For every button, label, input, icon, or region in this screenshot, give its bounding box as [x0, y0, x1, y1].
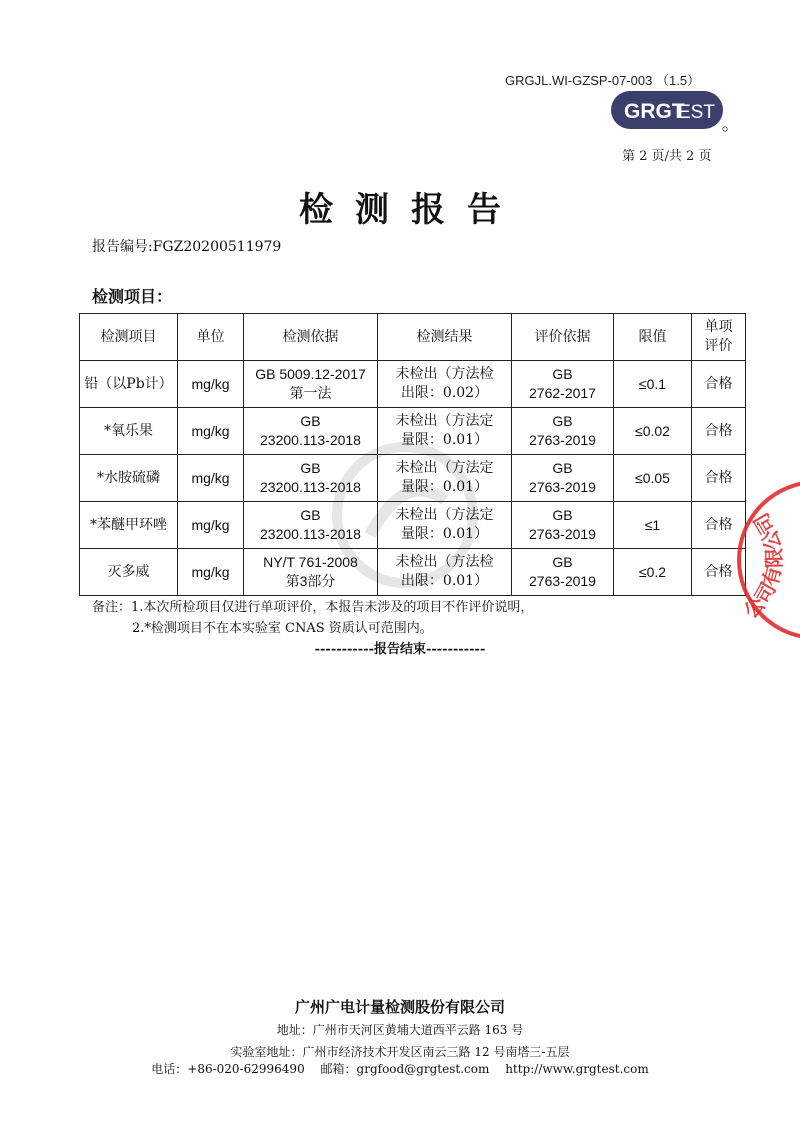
limit-cell: ≤0.05 [614, 455, 692, 502]
unit-cell: mg/kg [178, 361, 244, 408]
footer-website[interactable]: http://www.grgtest.com [505, 1062, 649, 1076]
unit-cell: mg/kg [178, 549, 244, 596]
method-cell: NY/T 761-2008 第3部分 [244, 549, 378, 596]
item-cell: *苯醚甲环唑 [80, 502, 178, 549]
limit-cell: ≤0.1 [614, 361, 692, 408]
table-row [80, 408, 746, 455]
limit-cell: ≤0.02 [614, 408, 692, 455]
verdict-cell: 合格 [692, 361, 746, 408]
seal-text: 公司有限公司 [738, 508, 787, 623]
document-code: GRGJL.WI-GZSP-07-003 （1.5） [505, 73, 701, 88]
verdict-cell: 合格 [692, 549, 746, 596]
verdict-cell: 合格 [692, 408, 746, 455]
footer-contact [0, 1060, 800, 1077]
standard-cell: GB 2763-2019 [512, 455, 614, 502]
footer-email: 邮箱：grgfood@grgtest.com [320, 1062, 490, 1076]
method-cell: GB 23200.113-2018 [244, 408, 378, 455]
footer-address: 地址：广州市天河区黄埔大道西平云路 163 号 [276, 1023, 524, 1037]
section-heading: 检测项目： [92, 287, 173, 306]
method-cell: GB 23200.113-2018 [244, 455, 378, 502]
item-cell: 灭多威 [80, 549, 178, 596]
header-cell: 检测项目 [80, 314, 178, 361]
method-cell: GB 5009.12-2017 第一法 [244, 361, 378, 408]
result-cell: 未检出（方法定 量限：0.01） [378, 408, 512, 455]
grgtest-logo [610, 90, 728, 132]
limit-cell: ≤0.2 [614, 549, 692, 596]
item-cell: 铅（以Pb计） [80, 361, 178, 408]
result-cell: 未检出（方法检 出限：0.01） [378, 549, 512, 596]
footer-lab-address: 实验室地址：广州市经济技术开发区南云三路 12 号南塔三-五层 [230, 1045, 570, 1059]
table-row [80, 549, 746, 596]
standard-cell: GB 2762-2017 [512, 361, 614, 408]
page-number: 第 2 页/共 2 页 [622, 149, 712, 164]
header-cell: 单项 评价 [692, 314, 746, 361]
footer-phone: 电话：+86-020-62996490 [151, 1062, 305, 1076]
header-cell: 检测依据 [244, 314, 378, 361]
result-cell: 未检出（方法定 量限：0.01） [378, 455, 512, 502]
header-cell: 限值 [614, 314, 692, 361]
results-table [79, 313, 746, 596]
unit-cell: mg/kg [178, 408, 244, 455]
method-cell: GB 23200.113-2018 [244, 502, 378, 549]
header-cell: 评价依据 [512, 314, 614, 361]
unit-cell: mg/kg [178, 455, 244, 502]
logo-text-bold: GRGT [624, 100, 685, 123]
item-cell: *氧乐果 [80, 408, 178, 455]
standard-cell: GB 2763-2019 [512, 408, 614, 455]
report-number: 报告编号:FGZ20200511979 [92, 239, 282, 255]
unit-cell: mg/kg [178, 502, 244, 549]
header-cell: 单位 [178, 314, 244, 361]
standard-cell: GB 2763-2019 [512, 549, 614, 596]
report-title: 检测报告 [299, 190, 523, 230]
note-line-1: 备注：1.本次所检项目仅进行单项评价，本报告未涉及的项目不作评价说明， [92, 600, 534, 615]
table-row [80, 502, 746, 549]
table-row [80, 455, 746, 502]
table-header-row [80, 314, 746, 361]
item-cell: *水胺硫磷 [80, 455, 178, 502]
verdict-cell: 合格 [692, 502, 746, 549]
note-line-2: 2.*检测项目不在本实验室 CNAS 资质认可范围内。 [132, 621, 433, 636]
report-end-mark: -----------报告结束----------- [314, 642, 486, 657]
limit-cell: ≤1 [614, 502, 692, 549]
notes [92, 597, 533, 639]
verdict-cell: 合格 [692, 455, 746, 502]
table-row [80, 361, 746, 408]
footer-company: 广州广电计量检测股份有限公司 [294, 998, 505, 1016]
result-cell: 未检出（方法定 量限：0.01） [378, 502, 512, 549]
company-seal [735, 478, 800, 643]
result-cell: 未检出（方法检 出限：0.02） [378, 361, 512, 408]
logo-text-light: EST [678, 102, 715, 123]
standard-cell: GB 2763-2019 [512, 502, 614, 549]
header-cell: 检测结果 [378, 314, 512, 361]
